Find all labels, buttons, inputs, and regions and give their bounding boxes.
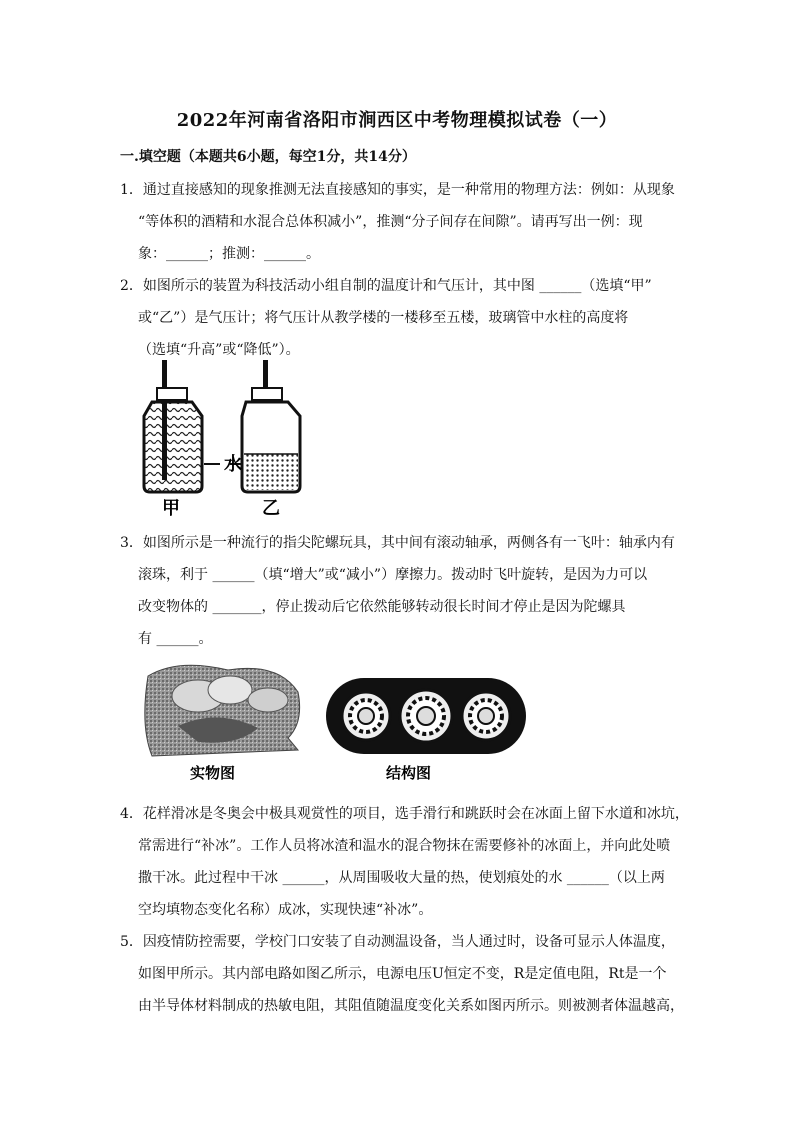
q2-line-3: （选填“升高”或“降低”）。 bbox=[138, 342, 300, 358]
q4-line-3: 撒干冰。此过程中干冰 ______，从周围吸收大量的热，使划痕处的水 ______（以上两 bbox=[138, 870, 665, 886]
label-photo: 实物图 bbox=[190, 764, 236, 782]
spinner-structure bbox=[326, 678, 526, 754]
spinner-photo bbox=[145, 665, 300, 756]
q3-line-1: 3．如图所示是一种流行的指尖陀螺玩具，其中间有滚动轴承，两侧各有一飞叶：轴承内有 bbox=[120, 535, 675, 551]
q3-line-3: 改变物体的 _______，停止拨动后它依然能够转动很长时间才停止是因为陀螺具 bbox=[138, 599, 626, 615]
barometer-bottle bbox=[242, 360, 300, 492]
q2-line-2: 或“乙”）是气压计；将气压计从教学楼的一楼移至五楼，玻璃管中水柱的高度将 bbox=[138, 310, 629, 326]
bottle-apparatus-figure bbox=[140, 358, 310, 520]
label-jia: 甲 bbox=[162, 498, 180, 519]
fidget-spinner-figure bbox=[138, 656, 528, 784]
thermometer-bottle bbox=[144, 360, 202, 492]
q4-line-2: 常需进行“补冰”。工作人员将冰渣和温水的混合物抹在需要修补的冰面上，并向此处喷 bbox=[138, 838, 671, 854]
q5-line-3: 由半导体材料制成的热敏电阻，其阻值随温度变化关系如图丙所示。则被测者体温越高， bbox=[138, 998, 684, 1014]
label-structure: 结构图 bbox=[386, 764, 432, 782]
q2-line-1: 2．如图所示的装置为科技活动小组自制的温度计和气压计，其中图 ______（选填“甲” bbox=[120, 278, 652, 294]
q1-line-2: “等体积的酒精和水混合总体积减小”，推测“分子间存在间隙”。请再写出一例：现 bbox=[138, 214, 643, 230]
page-title: 2022年河南省洛阳市涧西区中考物理模拟试卷（一） bbox=[176, 110, 618, 131]
q1-line-1: 1．通过直接感知的现象推测无法直接感知的事实，是一种常用的物理方法：例如：从现象 bbox=[120, 182, 675, 198]
q3-line-2: 滚珠，利于 ______（填“增大”或“减小”）摩擦力。拨动时飞叶旋转，是因为力可以 bbox=[138, 567, 648, 583]
q3-line-4: 有 ______。 bbox=[138, 631, 213, 647]
water-label: 水 bbox=[224, 454, 242, 475]
label-yi: 乙 bbox=[262, 498, 280, 519]
q5-line-2: 如图甲所示。其内部电路如图乙所示，电源电压U恒定不变，R是定值电阻，Rt是一个 bbox=[138, 966, 667, 982]
q4-line-1: 4．花样滑冰是冬奥会中极具观赏性的项目，选手滑行和跳跃时会在冰面上留下水道和冰坑， bbox=[120, 806, 689, 822]
q1-line-3: 象：______；推测：______。 bbox=[138, 246, 320, 262]
section-heading: 一.填空题（本题共6小题，每空1分，共14分） bbox=[120, 149, 416, 165]
q4-line-4: 空均填物态变化名称）成冰，实现快速“补冰”。 bbox=[138, 902, 433, 918]
q5-line-1: 5．因疫情防控需要，学校门口安装了自动测温设备，当人通过时，设备可显示人体温度， bbox=[120, 934, 675, 950]
